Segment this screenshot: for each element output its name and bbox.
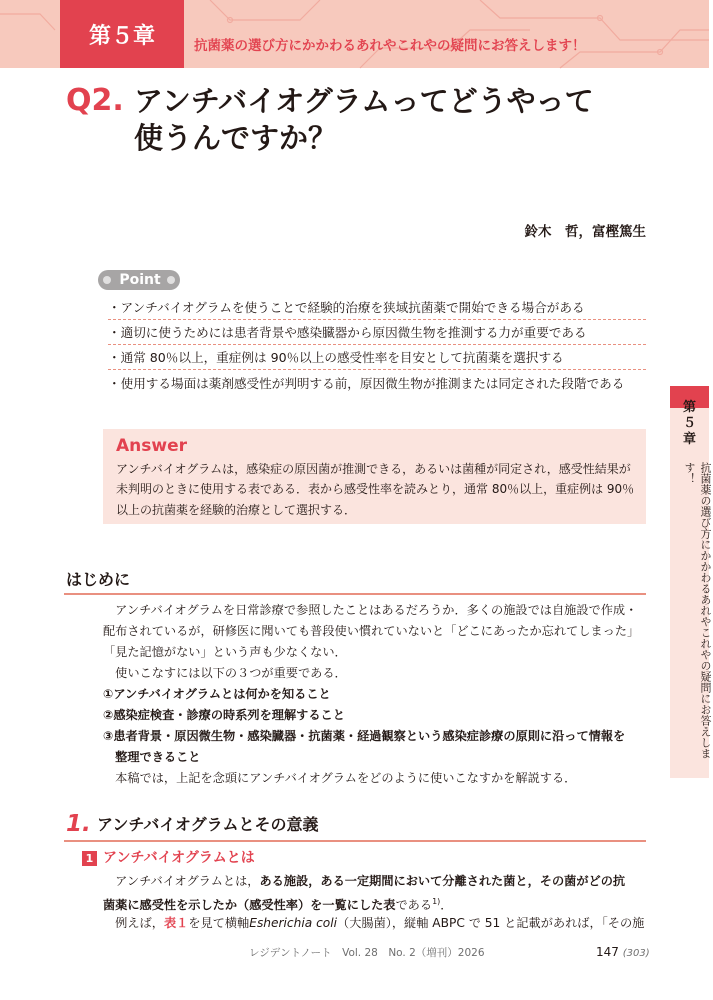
text-run-bold: 菌薬に感受性を示したか（感受性率）を一覧にした表 — [103, 898, 396, 913]
point-item: ・適切に使うためには患者背景や感染臓器から原因微生物を推測する力が重要である — [108, 321, 646, 345]
badge-dot-icon — [103, 276, 111, 284]
body-line: アンチバイオグラムを日常診療で参照したことはあるだろうか．多くの施設では自施設で作成・ — [103, 603, 638, 617]
chapter-header-band — [0, 0, 709, 68]
body-line: 使いこなすには以下の３つが重要である． — [103, 666, 347, 680]
authors: 鈴木 哲，富樫篤生 — [524, 224, 646, 240]
chapter-label-block — [60, 0, 184, 68]
species-name: Esherichia coli — [249, 916, 338, 930]
point-item: ・アンチバイオグラムを使うことで経験的治療を狭域抗菌薬で開始できる場合がある — [108, 296, 646, 320]
answer-heading: Answer — [116, 436, 187, 456]
answer-line: 以上の抗菌薬を経験的治療として選択する． — [116, 503, 357, 517]
text-run: アンチバイオグラムとは， — [103, 874, 260, 888]
side-chapter-char: ５ — [682, 416, 696, 431]
chapter-subtitle: 抗菌薬の選び方にかかわるあれやこれやの疑問にお答えします！ — [194, 38, 586, 54]
body-line: 本稿では，上記を念頭にアンチバイオグラムをどのように使いこなすかを解説する． — [103, 771, 577, 785]
question-title-line-1: アンチバイオグラムってどうやって — [134, 84, 594, 118]
list-item: ①アンチバイオグラムとは何かを知ること — [103, 687, 331, 701]
question-title-line-2: 使うんですか？ — [134, 121, 338, 155]
section-rule — [64, 840, 646, 842]
text-run: を見て横軸 — [188, 916, 250, 930]
side-tab-chapter — [672, 400, 707, 448]
table-ref-link[interactable]: 表１ — [163, 916, 189, 930]
body-line — [103, 872, 625, 890]
subsection-number: 1 — [82, 851, 97, 866]
body-line: 配布されているが，研修医に聞いても普段使い慣れていないと「どこにあったか忘れてしまった」 — [103, 624, 640, 638]
body-line — [103, 893, 452, 914]
subsection-heading: アンチバイオグラムとは — [103, 850, 255, 866]
body-line: 「見た記憶がない」という声も少なくない． — [103, 645, 347, 659]
text-run: である — [395, 898, 433, 913]
section-heading: アンチバイオグラムとその意義 — [97, 815, 319, 834]
section-heading-intro: はじめに — [66, 570, 131, 589]
body-line — [103, 914, 644, 932]
badge-dot-icon — [167, 276, 175, 284]
list-item: 整理できること — [103, 750, 201, 764]
point-item: ・通常 80％以上，重症例は 90％以上の感受性率を目安として抗菌薬を選択する — [108, 346, 646, 370]
point-item: ・使用する場面は薬剤感受性が判明する前，原因微生物が推測または同定された段階である — [108, 376, 625, 391]
list-item: ③患者背景・原因微生物・感染臓器・抗菌薬・経過観察という感染症診療の原則に沿って情報を — [103, 729, 626, 743]
chapter-side-tab — [670, 386, 712, 778]
answer-line: アンチバイオグラムは，感染症の原因菌が推測できる，あるいは菌種が同定され，感受性結果が — [116, 462, 631, 476]
text-run-bold: ある施設，ある一定期間において分離された菌と，その菌がどの抗 — [259, 874, 626, 888]
side-chapter-char: 章 — [682, 432, 696, 447]
section-rule — [64, 593, 646, 595]
answer-line: 未判明のときに使用する表である．表から感受性率を読みとり，通常 80％以上，重症例は 90％ — [116, 482, 635, 496]
page-number-total: (303) — [622, 948, 650, 959]
text-run: ． — [440, 898, 453, 913]
page-number — [596, 944, 650, 962]
question-number: Q2. — [66, 83, 124, 118]
section-number: 1. — [66, 811, 91, 837]
citation-ref[interactable]: 1) — [432, 897, 441, 906]
answer-box — [103, 429, 646, 524]
point-badge-label: Point — [119, 272, 161, 288]
side-tab-subtitle: 抗菌薬の選び方にかかわるあれやこれやの疑問にお答えします！ — [683, 462, 712, 759]
point-badge — [98, 270, 180, 290]
journal-footer: レジデントノート Vol. 28 No. 2（増刊）2026 — [249, 947, 485, 959]
chapter-label: 第５章 — [88, 24, 155, 49]
side-chapter-char: 第 — [682, 400, 696, 415]
text-run: （大腸菌），縦軸 ABPC で 51 と記載があれば，「その施 — [337, 916, 645, 930]
text-run: 例えば， — [103, 916, 164, 930]
page-number-value: 147 — [596, 945, 619, 959]
list-item: ②感染症検査・診療の時系列を理解すること — [103, 708, 345, 722]
